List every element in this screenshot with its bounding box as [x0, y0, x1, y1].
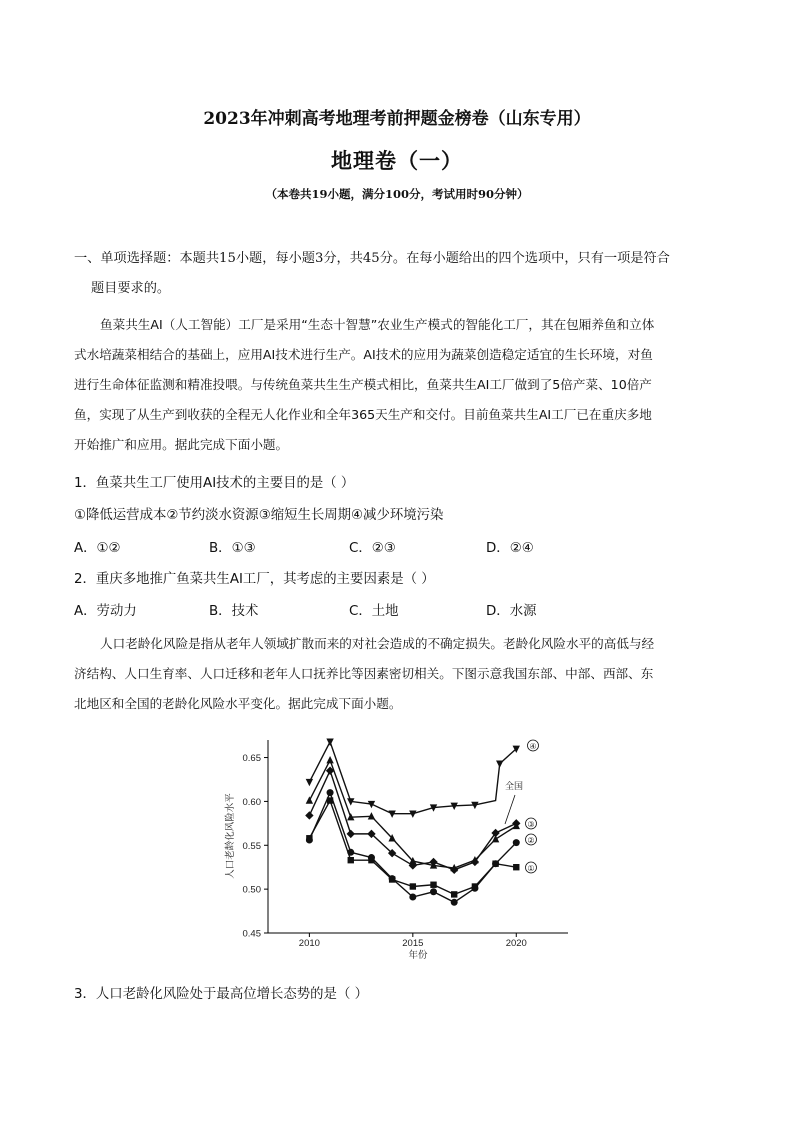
data-point-circle [471, 885, 478, 892]
data-point-square [513, 864, 519, 870]
data-point-circle [327, 789, 334, 796]
question-1-stem: 1．鱼菜共生工厂使用AI技术的主要目的是（ ） [74, 476, 355, 491]
data-point-diamond [347, 830, 355, 838]
passage-1-line: 鱼菜共生AI（人工智能）工厂是采用“生态十智慧”农业生产模式的智能化工厂，其在包厢养鱼和立体 [100, 317, 655, 332]
data-point-circle [306, 837, 313, 844]
data-point-circle [430, 888, 437, 895]
aging-risk-chart-svg [222, 732, 582, 962]
data-point-circle [409, 894, 416, 901]
series-label: ② [527, 836, 535, 845]
passage-2-line: 北地区和全国的老龄化风险水平变化。据此完成下面小题。 [74, 696, 402, 711]
q2-option-b[interactable]: B．技术 [209, 604, 259, 619]
data-point-circle [492, 860, 499, 867]
data-point-square [451, 891, 457, 897]
passage-2-line: 济结构、人口生育率、人口迁移和老年人口抚养比等因素密切相关。下图示意我国东部、中部、西部、东 [74, 666, 654, 681]
data-point-square [348, 857, 354, 863]
data-point-triangle [326, 756, 333, 763]
data-point-square [430, 882, 436, 888]
y-tick-label: 0.60 [242, 796, 261, 808]
data-point-circle [389, 875, 396, 882]
data-point-square [327, 797, 333, 803]
passage-1-line: 开始推广和应用。据此完成下面小题。 [74, 437, 289, 452]
passage-1-line: 进行生命体征监测和精准投喂。与传统鱼菜共生生产模式相比，鱼菜共生AI工厂做到了5倍产菜、10倍产 [74, 377, 652, 392]
y-tick-label: 0.50 [242, 884, 261, 896]
y-tick-label: 0.45 [242, 928, 261, 940]
passage-1 [74, 310, 724, 460]
series-line [309, 771, 516, 870]
x-tick-label: 2020 [505, 938, 527, 949]
paper-subtitle: 地理卷（一） [331, 148, 463, 173]
q1-option-b[interactable]: B．①③ [209, 541, 256, 556]
question-2-stem: 2．重庆多地推广鱼菜共生AI工厂，其考虑的主要因素是（ ） [74, 572, 435, 587]
data-point-diamond [305, 811, 313, 819]
passage-1-line: 式水培蔬菜相结合的基础上，应用AI技术进行生产。AI技术的应用为蔬菜创造稳定适宜的生长环境，对鱼 [74, 347, 653, 362]
question-1-items: ①降低运营成本②节约淡水资源③缩短生长周期④减少环境污染 [74, 508, 444, 523]
x-axis-label: 年份 [408, 950, 428, 961]
exam-title: 2023年冲刺高考地理考前押题金榜卷（山东专用） [203, 109, 591, 129]
data-point-square [410, 883, 416, 889]
data-point-circle [513, 839, 520, 846]
exam-note: （本卷共19小题，满分100分，考试用时90分钟） [265, 187, 529, 201]
aging-risk-chart [222, 732, 582, 962]
passage-1-line: 鱼，实现了从生产到收获的全程无人化作业和全年365天生产和交付。目前鱼菜共生AI工厂已在重庆多地 [74, 407, 652, 422]
data-point-circle [451, 899, 458, 906]
data-point-circle [368, 854, 375, 861]
y-tick-label: 0.55 [242, 840, 261, 852]
q1-option-d[interactable]: D．②④ [486, 541, 534, 556]
y-tick-label: 0.65 [242, 753, 261, 765]
data-point-triangle-down [326, 739, 333, 746]
series-label: ④ [529, 742, 537, 751]
question-3-stem: 3．人口老龄化风险处于最高位增长态势的是（ ） [74, 987, 368, 1002]
passage-2 [74, 629, 724, 719]
data-point-circle [347, 849, 354, 856]
section-heading-line-2: 题目要求的。 [91, 281, 171, 296]
data-point-triangle [306, 796, 313, 803]
q2-option-a[interactable]: A．劳动力 [74, 604, 137, 619]
q1-option-c[interactable]: C．②③ [349, 541, 396, 556]
section-heading-line-1: 一、单项选择题：本题共15小题，每小题3分，共45分。在每小题给出的四个选项中，只有一项是符合 [74, 251, 670, 266]
q1-option-a[interactable]: A．①② [74, 541, 121, 556]
x-tick-label: 2015 [402, 938, 424, 949]
series-label: 全国 [505, 782, 524, 792]
section-heading [74, 244, 724, 304]
q2-option-d[interactable]: D．水源 [486, 604, 537, 619]
data-point-triangle-down [306, 779, 313, 786]
data-point-triangle-down [496, 760, 503, 767]
series-label-pointer [505, 795, 515, 824]
y-axis-label: 人口老龄化风险水平 [225, 793, 236, 879]
q2-option-c[interactable]: C．土地 [349, 604, 399, 619]
series-label: ① [527, 864, 535, 873]
series-label: ③ [527, 820, 535, 829]
passage-2-line: 人口老龄化风险是指从老年人领域扩散而来的对社会造成的不确定损失。老龄化风险水平的高低与经 [100, 636, 655, 651]
x-tick-label: 2010 [298, 938, 320, 949]
